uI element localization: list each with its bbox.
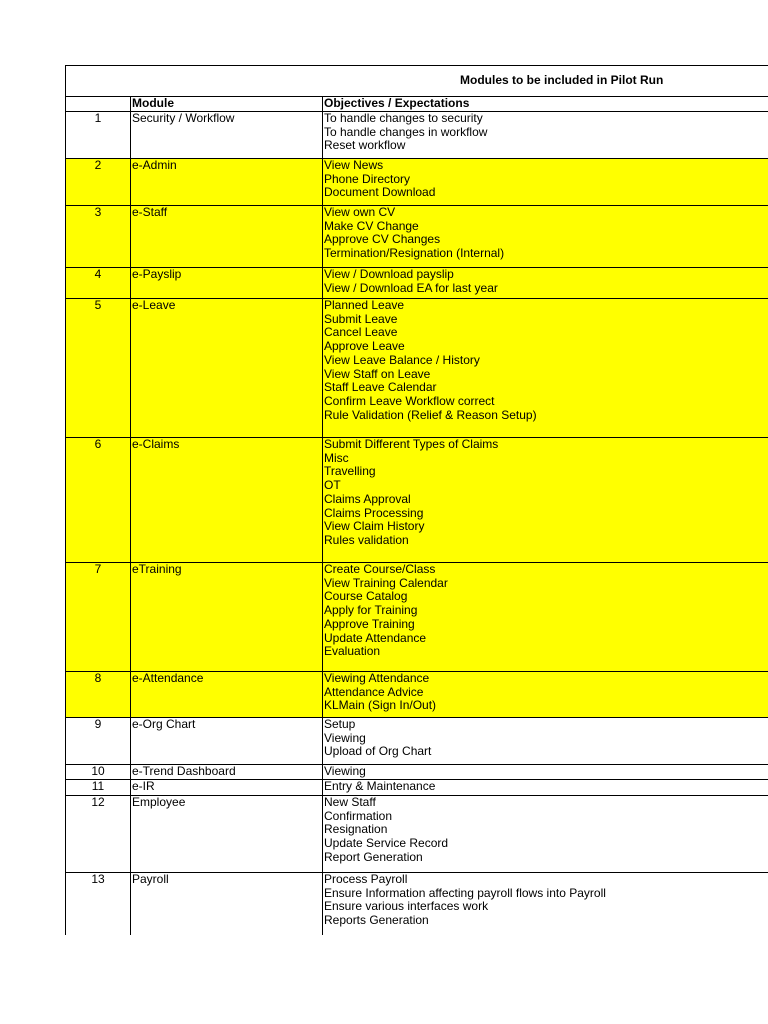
- module-name: e-Claims: [131, 438, 323, 563]
- objective-item: Resignation: [324, 822, 388, 837]
- objective-item: Approve Leave: [324, 339, 405, 354]
- objective-item: Cancel Leave: [324, 325, 398, 340]
- objective-item: Viewing: [324, 730, 366, 745]
- module-name: e-Attendance: [131, 672, 323, 718]
- module-name: eTraining: [131, 563, 323, 672]
- objective-item: To handle changes in workflow: [324, 124, 488, 139]
- objective-item: Upload of Org Chart: [324, 744, 432, 759]
- objective-item: To handle changes to security: [324, 111, 483, 125]
- objective-item: Approve CV Changes: [324, 232, 441, 247]
- objective-item: Termination/Resignation (Internal): [324, 246, 505, 261]
- objective-item: Ensure various interfaces work: [324, 899, 489, 914]
- table-row: [66, 672, 768, 718]
- sheet-title: Modules to be included in Pilot Run: [460, 73, 664, 88]
- objective-item: Viewing Attendance: [324, 671, 430, 685]
- module-name: e-Trend Dashboard: [131, 765, 323, 780]
- row-number: 10: [66, 765, 131, 780]
- table-row: [66, 299, 768, 438]
- title-cell: [66, 66, 768, 97]
- row-number: 1: [66, 112, 131, 159]
- objective-item: View Leave Balance / History: [324, 352, 480, 367]
- objective-item: Apply for Training: [324, 603, 418, 618]
- objective-item: Rules validation: [324, 532, 409, 547]
- title-row: [66, 66, 768, 97]
- table-row: [66, 765, 768, 780]
- row-number: 7: [66, 563, 131, 672]
- objectives-cell: [323, 268, 768, 299]
- row-number: 13: [66, 873, 131, 936]
- objectives-cell: [323, 765, 768, 780]
- table-row: [66, 796, 768, 873]
- row-number: 6: [66, 438, 131, 563]
- module-name: e-Payslip: [131, 268, 323, 299]
- objective-item: OT: [324, 478, 341, 493]
- objective-item: KLMain (Sign In/Out): [324, 698, 437, 713]
- objective-item: Approve Training: [324, 616, 415, 631]
- objective-item: Claims Processing: [324, 505, 424, 520]
- objective-item: Confirmation: [324, 808, 393, 823]
- objectives-cell: [323, 438, 768, 563]
- objective-item: Create Course/Class: [324, 562, 436, 576]
- objective-item: Travelling: [324, 464, 376, 479]
- objective-item: View Training Calendar: [324, 575, 448, 590]
- objective-item: View Staff on Leave: [324, 366, 431, 381]
- row-number: 9: [66, 718, 131, 765]
- objective-item: Ensure Information affecting payroll flows into Payroll: [324, 885, 606, 900]
- table-row: [66, 112, 768, 159]
- objective-item: Make CV Change: [324, 218, 419, 233]
- objective-item: Course Catalog: [324, 589, 408, 604]
- module-name: e-Org Chart: [131, 718, 323, 765]
- row-number: 11: [66, 780, 131, 796]
- row-number: 8: [66, 672, 131, 718]
- objective-item: Reset workflow: [324, 138, 406, 153]
- objective-item: Entry & Maintenance: [324, 779, 436, 793]
- table-row: [66, 206, 768, 268]
- row-number: 3: [66, 206, 131, 268]
- row-number: 2: [66, 159, 131, 206]
- row-number: 5: [66, 299, 131, 438]
- objectives-cell: [323, 299, 768, 438]
- table-row: [66, 438, 768, 563]
- objective-item: Phone Directory: [324, 171, 411, 186]
- header-row: [66, 97, 768, 112]
- objectives-cell: [323, 112, 768, 159]
- header-no: [66, 97, 131, 112]
- objective-item: Rule Validation (Relief & Reason Setup): [324, 407, 537, 422]
- objectives-cell: [323, 780, 768, 796]
- table-row: [66, 718, 768, 765]
- objective-item: Reports Generation: [324, 913, 429, 928]
- objective-item: Submit Leave: [324, 311, 398, 326]
- header-objectives: Objectives / Expectations: [323, 97, 768, 112]
- module-name: e-Admin: [131, 159, 323, 206]
- objective-item: Update Attendance: [324, 630, 427, 645]
- table-row: [66, 780, 768, 796]
- objective-item: New Staff: [324, 795, 376, 809]
- modules-table: [65, 65, 768, 935]
- spreadsheet-area: [65, 65, 768, 935]
- row-number: 12: [66, 796, 131, 873]
- objective-item: View own CV: [324, 205, 396, 219]
- row-number: 4: [66, 268, 131, 299]
- objective-item: Claims Approval: [324, 491, 411, 506]
- table-row: [66, 563, 768, 672]
- module-name: Security / Workflow: [131, 112, 323, 159]
- table-row: [66, 268, 768, 299]
- objective-item: Process Payroll: [324, 872, 408, 886]
- objective-item: View News: [324, 158, 384, 172]
- objective-item: Misc: [324, 450, 349, 465]
- objective-item: Evaluation: [324, 644, 381, 659]
- objectives-cell: [323, 873, 768, 936]
- header-module: Module: [131, 97, 323, 112]
- objective-item: Planned Leave: [324, 298, 405, 312]
- module-name: e-Leave: [131, 299, 323, 438]
- objective-item: Update Service Record: [324, 836, 449, 851]
- objective-item: Submit Different Types of Claims: [324, 437, 499, 451]
- objective-item: Viewing: [324, 764, 366, 778]
- objective-item: Confirm Leave Workflow correct: [324, 393, 495, 408]
- module-name: Employee: [131, 796, 323, 873]
- objective-item: Report Generation: [324, 849, 423, 864]
- objective-item: Staff Leave Calendar: [324, 380, 437, 395]
- objectives-cell: [323, 206, 768, 268]
- module-name: Payroll: [131, 873, 323, 936]
- objective-item: View / Download payslip: [324, 267, 454, 281]
- objectives-cell: [323, 672, 768, 718]
- module-name: e-IR: [131, 780, 323, 796]
- objectives-cell: [323, 796, 768, 873]
- objectives-cell: [323, 563, 768, 672]
- objectives-cell: [323, 718, 768, 765]
- objective-item: View / Download EA for last year: [324, 280, 498, 295]
- table-row: [66, 873, 768, 936]
- module-name: e-Staff: [131, 206, 323, 268]
- objective-item: Document Download: [324, 185, 436, 200]
- objectives-cell: [323, 159, 768, 206]
- table-row: [66, 159, 768, 206]
- objective-item: View Claim History: [324, 519, 425, 534]
- objective-item: Setup: [324, 717, 356, 731]
- objective-item: Attendance Advice: [324, 684, 424, 699]
